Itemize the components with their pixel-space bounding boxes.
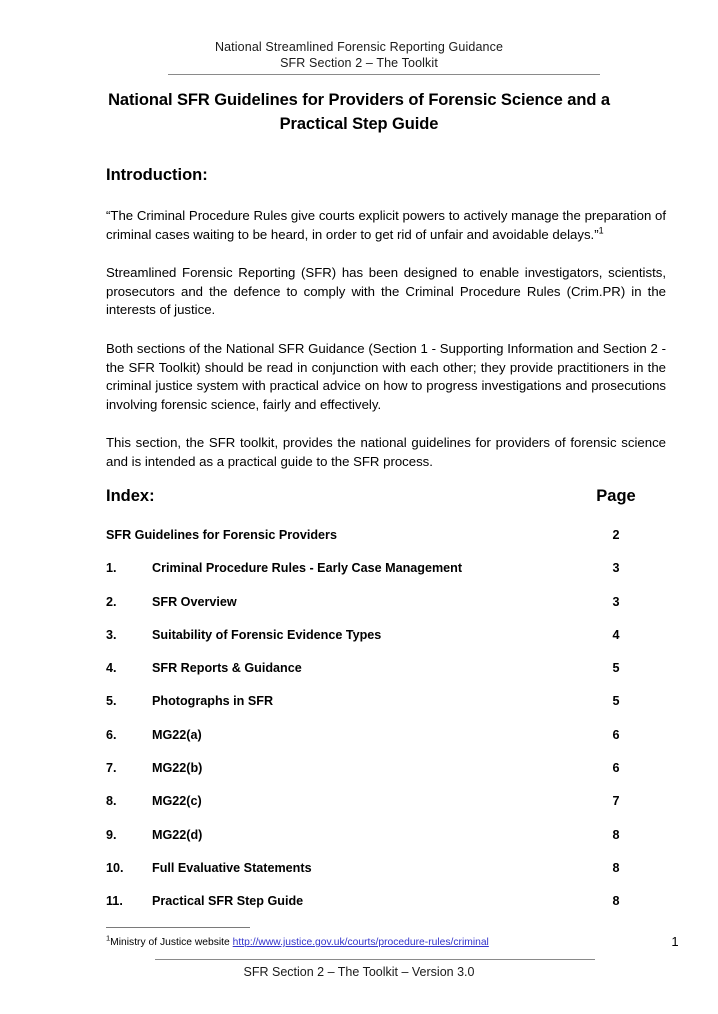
introduction-paragraph-1-text: “The Criminal Procedure Rules give courts explicit powers to actively manage the preparation of criminal cases waiting to be heard, in order to get rid of unfair and avoidable delays.” xyxy=(106,208,666,242)
index-row-number: 4. xyxy=(106,661,117,676)
introduction-paragraph-3: Both sections of the National SFR Guidance (Section 1 - Supporting Information and Section 2 - the SFR Toolkit) should be read in conjunction with each other; they provide practitioners in the criminal justice system with practical advice on how to progress investigations and prosecutions involving forensic science, fairly and effectively. xyxy=(106,340,666,412)
index-row-label: Suitability of Forensic Evidence Types xyxy=(152,627,382,642)
index-row-label: Criminal Procedure Rules - Early Case Management xyxy=(152,561,463,576)
index-list xyxy=(106,528,666,928)
index-row-number: 2. xyxy=(106,594,117,609)
index-row[interactable] xyxy=(106,528,666,561)
index-row-number: 5. xyxy=(106,694,117,709)
index-row-number: 7. xyxy=(106,761,117,776)
index-row-page: 2 xyxy=(612,528,620,542)
index-row-number: 6. xyxy=(106,727,117,742)
footer-divider xyxy=(155,959,595,960)
running-header xyxy=(0,40,718,71)
index-row-label: SFR Guidelines for Forensic Providers xyxy=(106,528,337,542)
header-divider xyxy=(168,74,600,75)
footnote-reference-marker: 1 xyxy=(598,225,604,236)
index-row-label: SFR Reports & Guidance xyxy=(152,661,302,676)
index-row[interactable] xyxy=(106,595,666,628)
index-row[interactable] xyxy=(106,694,666,727)
index-row-label: Photographs in SFR xyxy=(152,694,274,709)
index-row[interactable] xyxy=(106,761,666,794)
index-row-page: 3 xyxy=(612,594,620,609)
index-row[interactable] xyxy=(106,861,666,894)
index-row-page: 3 xyxy=(612,561,620,576)
index-row-page: 8 xyxy=(612,894,620,909)
index-row[interactable] xyxy=(106,828,666,861)
index-row-label: MG22(d) xyxy=(152,827,203,842)
index-row-label: MG22(c) xyxy=(152,794,202,809)
index-row-label: Full Evaluative Statements xyxy=(152,860,312,875)
index-header-row xyxy=(106,487,666,511)
footnote-marker: 1 xyxy=(106,933,111,943)
index-row-number: 9. xyxy=(106,827,117,842)
index-row-page: 6 xyxy=(612,761,620,776)
footnote xyxy=(106,933,606,949)
index-row-number: 8. xyxy=(106,794,117,809)
index-row[interactable] xyxy=(106,794,666,827)
introduction-heading: Introduction: xyxy=(106,166,208,184)
index-row-label: SFR Overview xyxy=(152,594,237,609)
index-row-page: 5 xyxy=(612,661,620,676)
header-line-2: SFR Section 2 – The Toolkit xyxy=(280,55,438,70)
index-row-page: 8 xyxy=(612,860,620,875)
index-heading: Index: xyxy=(106,487,155,505)
footnote-text: Ministry of Justice website xyxy=(110,937,230,948)
index-row-label: Practical SFR Step Guide xyxy=(152,894,304,909)
footnote-link[interactable]: http://www.justice.gov.uk/courts/procedure-rules/criminal xyxy=(232,937,489,948)
index-row-label: MG22(a) xyxy=(152,727,202,742)
introduction-paragraph-4: This section, the SFR toolkit, provides the national guidelines for providers of forensic science and is intended as a practical guide to the SFR process. xyxy=(106,435,666,469)
index-row[interactable] xyxy=(106,728,666,761)
index-row-page: 6 xyxy=(612,727,620,742)
index-row-number: 10. xyxy=(106,860,124,875)
index-row-page: 7 xyxy=(612,794,620,809)
footnote-divider xyxy=(106,927,250,928)
introduction-paragraph-2: Streamlined Forensic Reporting (SFR) has been designed to enable investigators, scientists, prosecutors and the defence to comply with the Criminal Procedure Rules (Crim.PR) in the interests of justice. xyxy=(106,265,666,318)
index-page-column-label: Page xyxy=(596,487,636,505)
index-row-number: 3. xyxy=(106,627,117,642)
introduction-section xyxy=(106,165,666,472)
header-line-1: National Streamlined Forensic Reporting Guidance xyxy=(214,40,504,54)
index-row[interactable] xyxy=(106,628,666,661)
page-title: National SFR Guidelines for Providers of Forensic Science and a Practical Step Guide xyxy=(108,91,610,133)
index-row[interactable] xyxy=(106,561,666,594)
index-row-label: MG22(b) xyxy=(152,761,203,776)
index-row-page: 5 xyxy=(612,694,620,709)
index-row-number: 11. xyxy=(106,894,123,909)
page-number: 1 xyxy=(671,934,679,949)
index-row[interactable] xyxy=(106,894,666,927)
index-row-page: 4 xyxy=(612,627,620,642)
index-row-page: 8 xyxy=(612,827,620,842)
index-row-number: 1. xyxy=(106,561,117,576)
introduction-paragraph-1 xyxy=(106,207,666,244)
running-footer: SFR Section 2 – The Toolkit – Version 3.0 xyxy=(243,965,475,979)
index-row[interactable] xyxy=(106,661,666,694)
